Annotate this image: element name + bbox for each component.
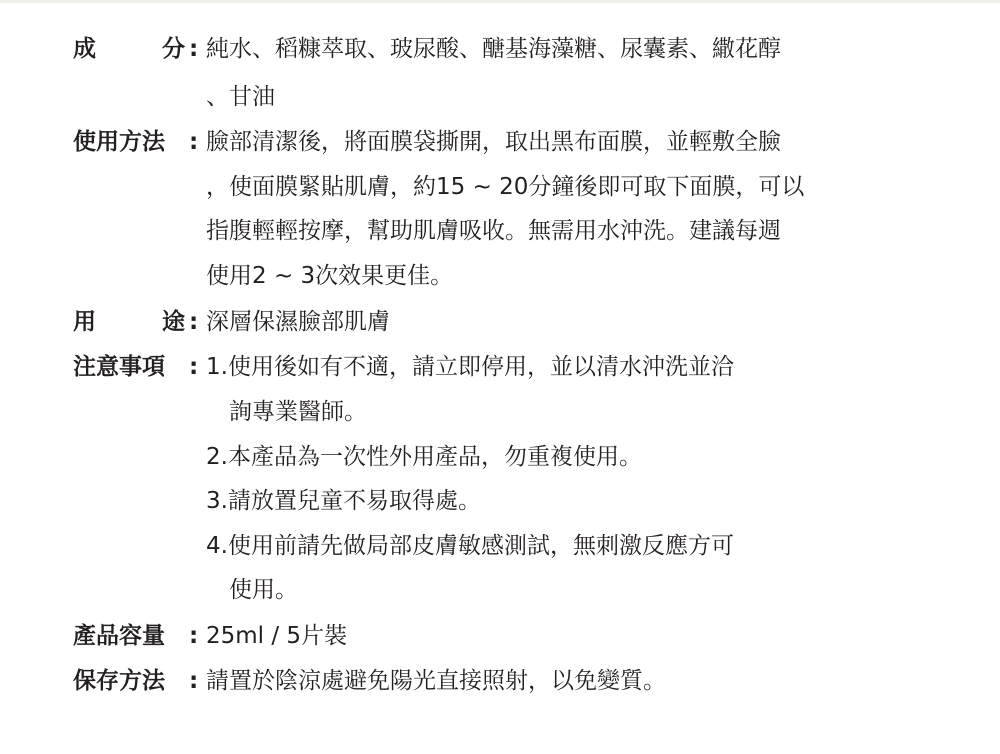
notes-item-1-line-2: 詢專業醫師。 xyxy=(229,399,367,425)
capacity-colon: : xyxy=(189,623,199,649)
usage-line-3: 指腹輕輕按摩，幫助肌膚吸收。無需用水沖洗。建議每週 xyxy=(206,218,781,244)
notes-label-text: 注意事項 xyxy=(73,354,165,380)
storage-label-text: 保存方法 xyxy=(73,668,165,694)
usage-label-text: 使用方法 xyxy=(73,129,165,155)
ingredients-label xyxy=(73,34,201,64)
usage-colon: : xyxy=(189,129,199,155)
notes-item-4-line-2: 使用。 xyxy=(229,577,298,603)
capacity-line-1: 25ml / 5片裝 xyxy=(206,623,348,649)
storage-line-1: 請置於陰涼處避免陽光直接照射，以免變質。 xyxy=(206,668,666,694)
usage-line-1: 臉部清潔後，將面膜袋撕開，取出黑布面膜，並輕敷全臉 xyxy=(206,129,781,155)
ingredients-label-char-1: 成 xyxy=(73,36,96,62)
notes-item-3-line-1: 3.請放置兒童不易取得處。 xyxy=(206,488,481,514)
usage-line-4: 使用2 ~ 3次效果更佳。 xyxy=(206,263,454,289)
purpose-label-char-2: 途 xyxy=(162,309,185,335)
storage-label xyxy=(73,666,201,696)
notes-item-1-line-1: 1.使用後如有不適，請立即停用，並以清水沖洗並洽 xyxy=(206,354,734,380)
ingredients-colon: : xyxy=(189,36,199,62)
capacity-label-text: 產品容量 xyxy=(73,623,165,649)
purpose-line-1: 深層保濕臉部肌膚 xyxy=(206,309,390,335)
notes-label xyxy=(73,352,201,382)
storage-colon: : xyxy=(189,668,199,694)
ingredients-label-char-2: 分 xyxy=(162,36,185,62)
ingredients-line-1: 純水、稻糠萃取、玻尿酸、醣基海藻糖、尿囊素、繖花醇 xyxy=(206,36,781,62)
purpose-label xyxy=(73,307,201,337)
notes-item-2-line-1: 2.本產品為一次性外用產品，勿重複使用。 xyxy=(206,444,642,470)
notes-item-4-line-1: 4.使用前請先做局部皮膚敏感測試，無刺激反應方可 xyxy=(206,533,734,559)
purpose-colon: : xyxy=(189,309,199,335)
top-divider xyxy=(0,0,1000,3)
purpose-label-char-1: 用 xyxy=(73,309,96,335)
usage-label xyxy=(73,127,201,157)
notes-colon: : xyxy=(189,354,199,380)
capacity-label xyxy=(73,621,201,651)
ingredients-line-2: 、甘油 xyxy=(206,84,275,110)
usage-line-2: ，使面膜緊貼肌膚，約15 ~ 20分鐘後即可取下面膜，可以 xyxy=(206,174,805,200)
